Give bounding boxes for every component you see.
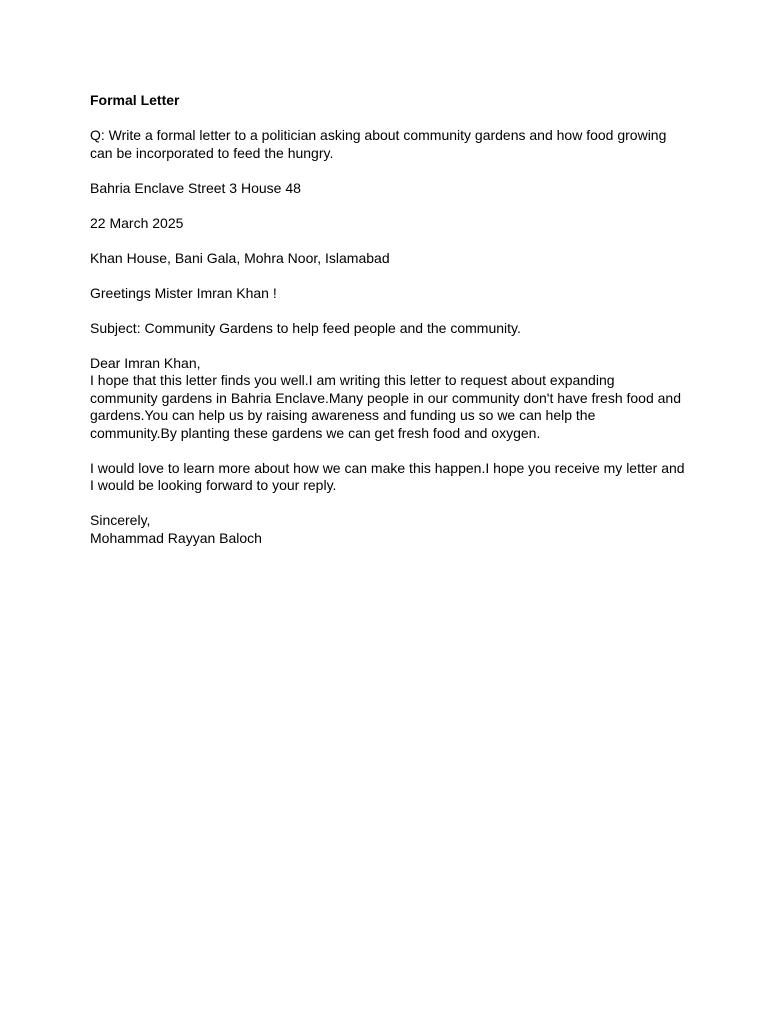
question-line: Q: Write a formal letter to a politician asking about community gardens and how food growing [90, 127, 667, 143]
question-block [90, 127, 690, 162]
greeting: Greetings Mister Imran Khan ! [90, 284, 277, 301]
spacer [90, 337, 690, 355]
spacer [90, 232, 690, 250]
body-line: I would love to learn more about how we can make this happen.I hope you receive my letter and [90, 459, 685, 476]
spacer [90, 162, 690, 180]
spacer [90, 302, 690, 320]
body-line: I would be looking forward to your reply. [90, 477, 337, 493]
letter-date: 22 March 2025 [90, 214, 184, 231]
spacer [90, 495, 690, 513]
salutation: Dear Imran Khan, [90, 354, 201, 371]
body-paragraph-2 [90, 460, 690, 495]
body-line: community gardens in Bahria Enclave.Many people in our community don't have fresh food and [90, 389, 682, 406]
spacer [90, 442, 690, 460]
sender-address: Bahria Enclave Street 3 House 48 [90, 179, 301, 196]
signature: Mohammad Rayyan Baloch [90, 529, 262, 546]
closing: Sincerely, [90, 512, 151, 528]
body-paragraph-1 [90, 372, 690, 442]
question-line: can be incorporated to feed the hungry. [90, 144, 334, 161]
spacer [90, 267, 690, 285]
subject-line: Subject: Community Gardens to help feed people and the community. [90, 319, 521, 336]
spacer [90, 197, 690, 215]
recipient-address: Khan House, Bani Gala, Mohra Noor, Islamabad [90, 249, 390, 266]
letter-heading: Formal Letter [90, 92, 180, 108]
body-line: I hope that this letter finds you well.I am writing this letter to request about expanding [90, 372, 615, 388]
letter-page [90, 92, 690, 547]
body-line: gardens.You can help us by raising awareness and funding us so we can help the [90, 407, 596, 423]
spacer [90, 110, 690, 128]
body-line: community.By planting these gardens we can get fresh food and oxygen. [90, 424, 541, 441]
